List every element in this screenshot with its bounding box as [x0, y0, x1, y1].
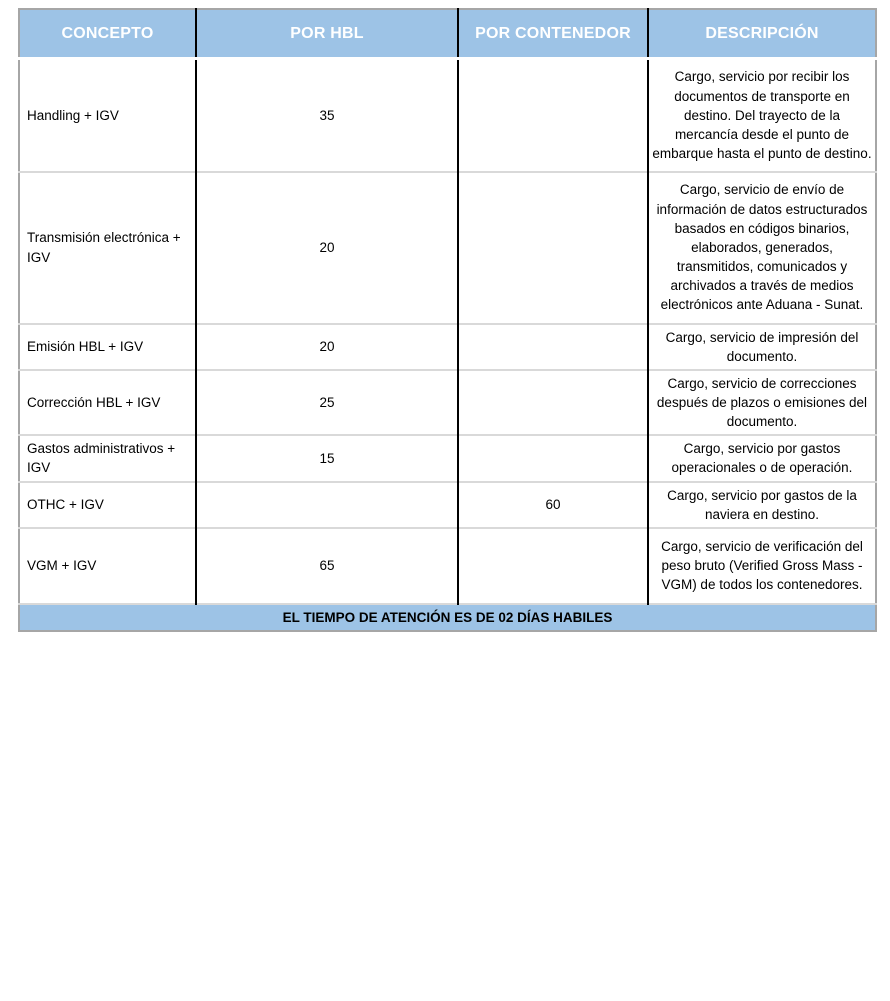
charges-table [18, 8, 877, 632]
table-header [19, 9, 876, 59]
footer-row [19, 604, 876, 631]
column-header-por-hbl: POR HBL [196, 9, 458, 59]
cell-concepto: Gastos administrativos + IGV [19, 435, 196, 481]
cell-descripcion: Cargo, servicio de envío de información de datos estructurados basados en códigos binarios, elaborados, generados, transmitidos, comunicados y archivados a través de medios electrónicos ante Aduana - Sunat. [648, 172, 876, 324]
cell-por-hbl: 65 [196, 528, 458, 604]
header-row [19, 9, 876, 59]
cell-por-hbl [196, 482, 458, 528]
cell-concepto: OTHC + IGV [19, 482, 196, 528]
cell-por-contenedor [458, 435, 648, 481]
cell-descripcion: Cargo, servicio de verificación del peso bruto (Verified Gross Mass - VGM) de todos los contenedores. [648, 528, 876, 604]
table-row [19, 324, 876, 370]
cell-por-contenedor [458, 59, 648, 172]
cell-concepto: VGM + IGV [19, 528, 196, 604]
cell-concepto: Handling + IGV [19, 59, 196, 172]
table-row [19, 435, 876, 481]
cell-por-contenedor [458, 528, 648, 604]
cell-por-hbl: 20 [196, 172, 458, 324]
table-footer [19, 604, 876, 631]
cell-por-contenedor [458, 370, 648, 435]
column-header-por-contenedor: POR CONTENEDOR [458, 9, 648, 59]
cell-descripcion: Cargo, servicio por recibir los documentos de transporte en destino. Del trayecto de la mercancía desde el punto de embarque hasta el punto de destino. [648, 59, 876, 172]
table-body [19, 59, 876, 604]
cell-descripcion: Cargo, servicio por gastos operacionales o de operación. [648, 435, 876, 481]
footer-note: EL TIEMPO DE ATENCIÓN ES DE 02 DÍAS HABILES [19, 604, 876, 631]
cell-por-hbl: 20 [196, 324, 458, 370]
cell-concepto: Corrección HBL + IGV [19, 370, 196, 435]
cell-descripcion: Cargo, servicio por gastos de la naviera en destino. [648, 482, 876, 528]
table-row [19, 528, 876, 604]
table-row [19, 59, 876, 172]
cell-descripcion: Cargo, servicio de impresión del documento. [648, 324, 876, 370]
table-row [19, 482, 876, 528]
charges-table-container [18, 8, 875, 632]
cell-por-contenedor: 60 [458, 482, 648, 528]
column-header-concepto: CONCEPTO [19, 9, 196, 59]
cell-descripcion: Cargo, servicio de correcciones después de plazos o emisiones del documento. [648, 370, 876, 435]
column-header-descripcion: DESCRIPCIÓN [648, 9, 876, 59]
cell-por-hbl: 15 [196, 435, 458, 481]
cell-por-hbl: 25 [196, 370, 458, 435]
cell-por-hbl: 35 [196, 59, 458, 172]
table-row [19, 172, 876, 324]
cell-por-contenedor [458, 172, 648, 324]
cell-por-contenedor [458, 324, 648, 370]
cell-concepto: Emisión HBL + IGV [19, 324, 196, 370]
table-row [19, 370, 876, 435]
cell-concepto: Transmisión electrónica + IGV [19, 172, 196, 324]
